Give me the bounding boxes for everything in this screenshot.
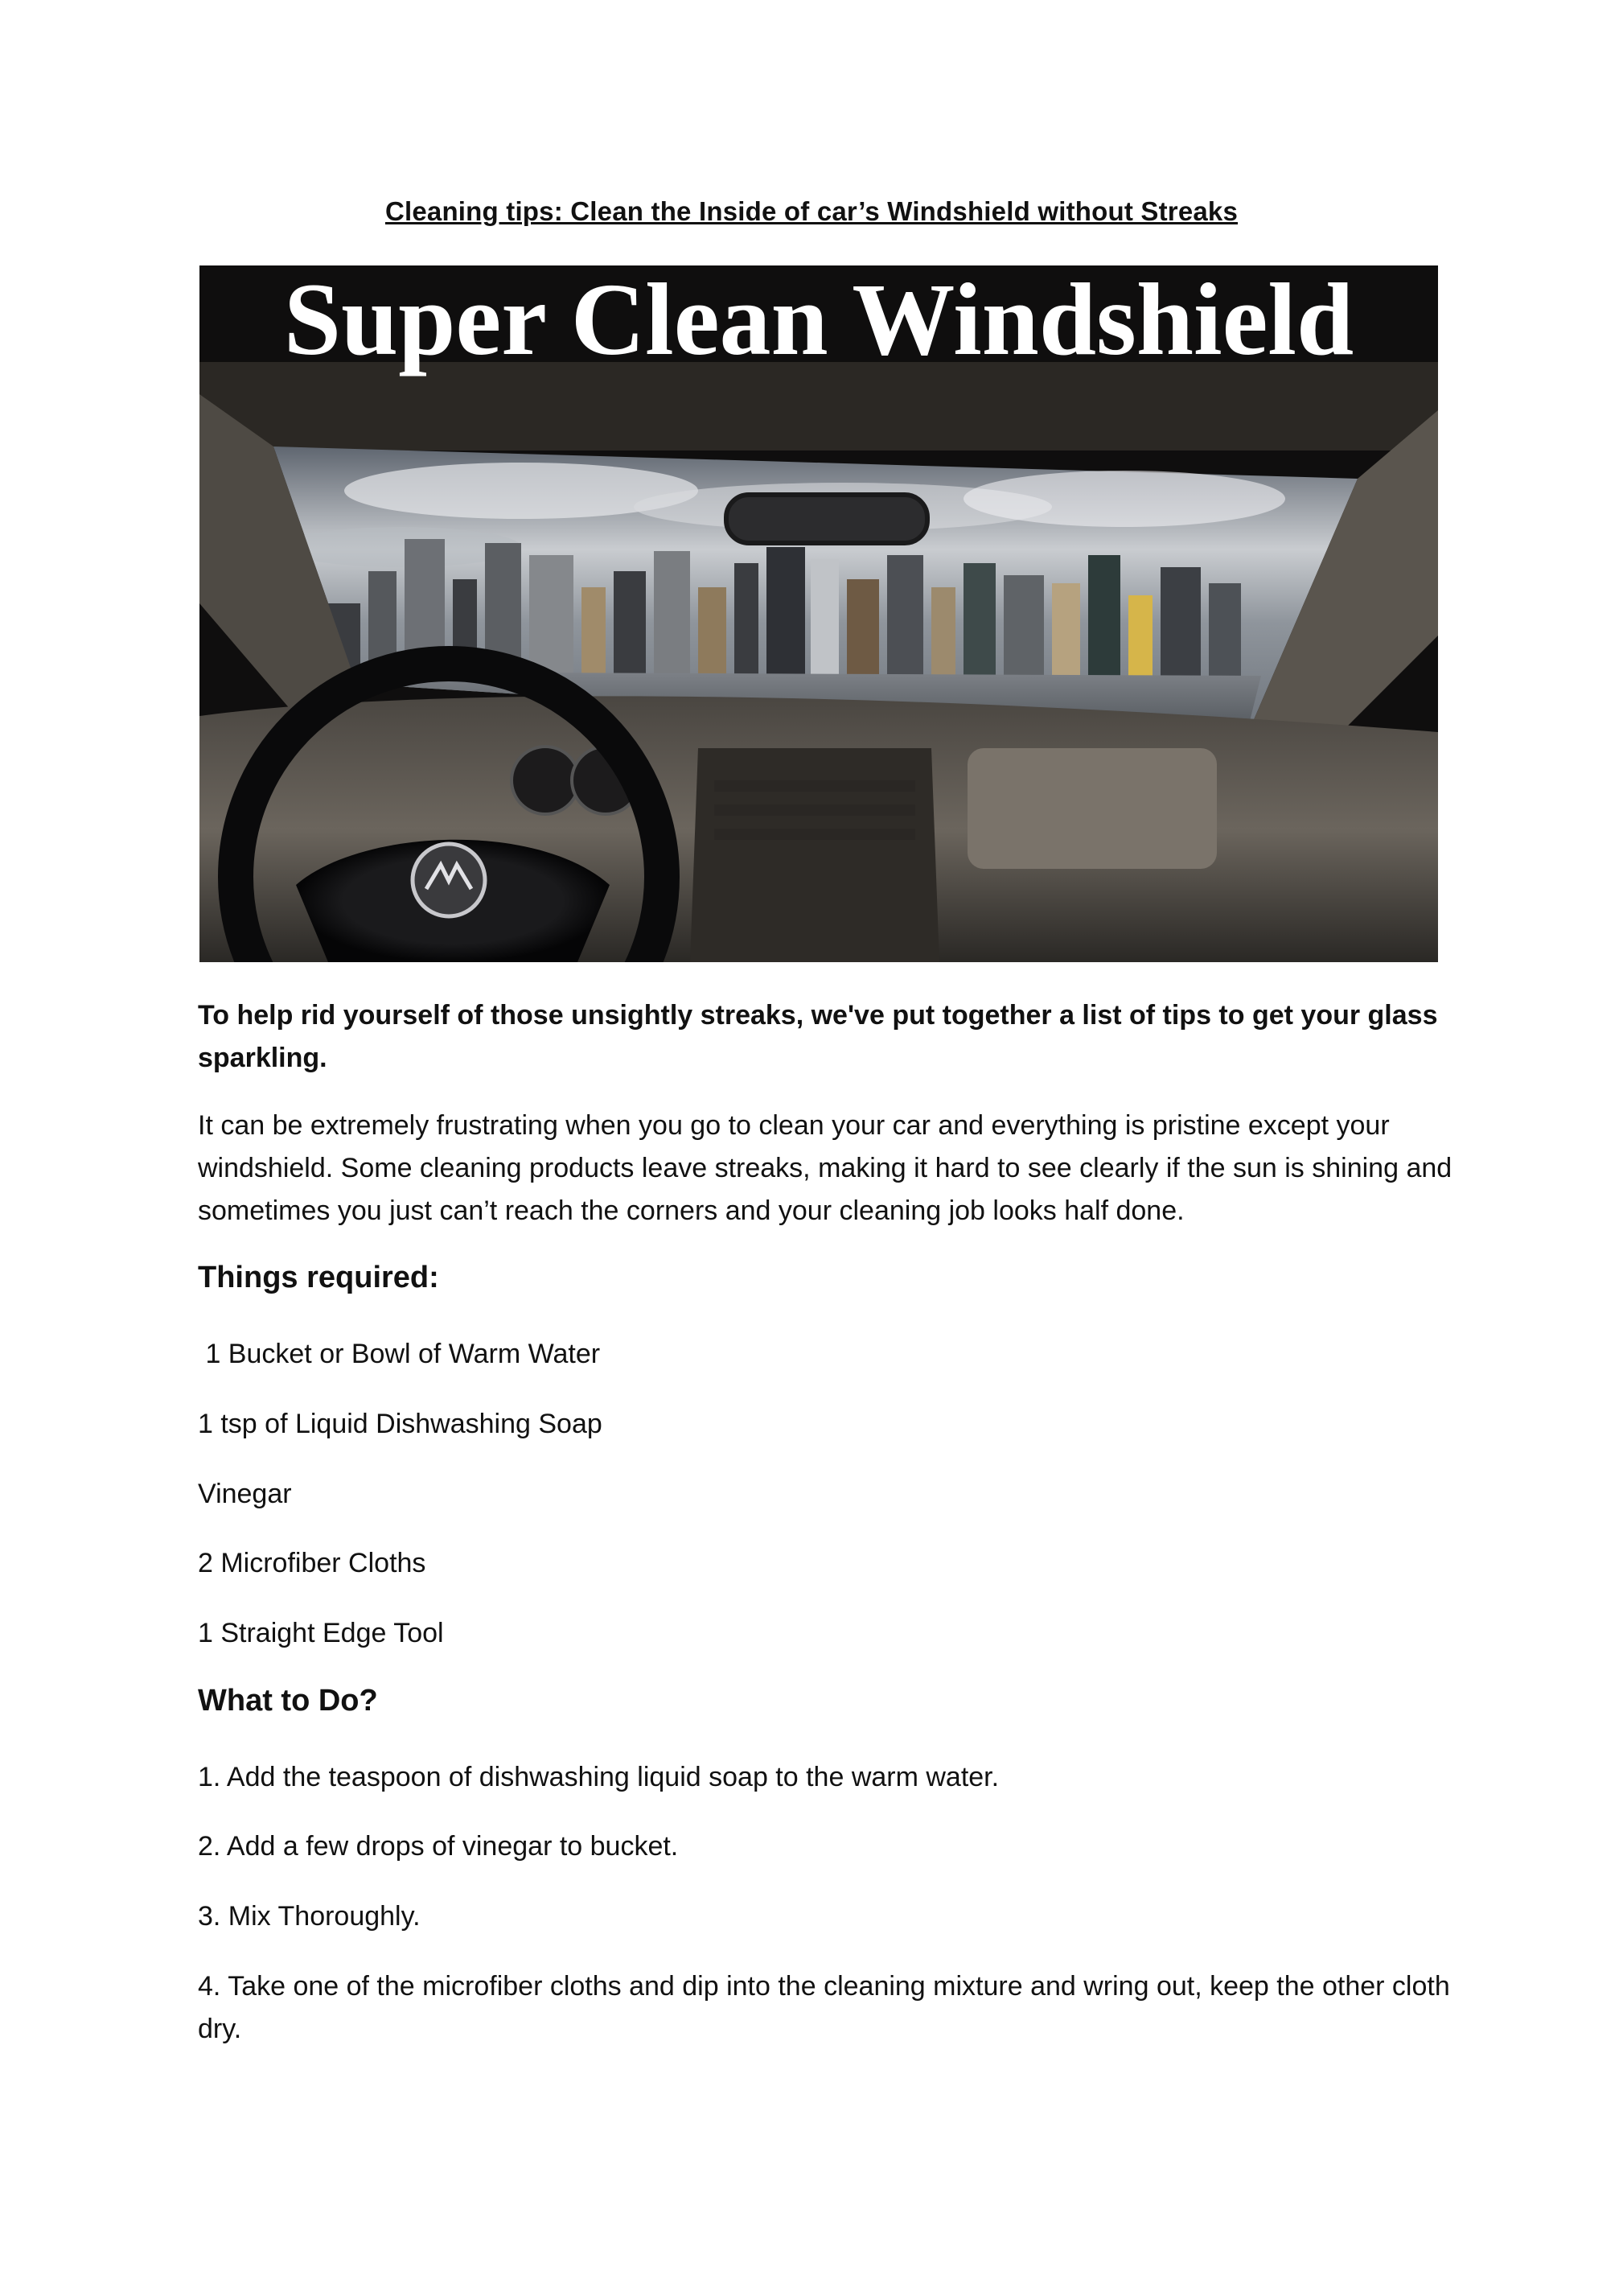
intro-lead: To help rid yourself of those unsightly streaks, we've put together a list of tips to get your glass sparkling. — [198, 1000, 1438, 1073]
hero-image — [199, 265, 1438, 962]
document-title: Cleaning tips: Clean the Inside of car’s Windshield without Streaks — [384, 196, 1239, 226]
step-item: 3. Mix Thoroughly. — [198, 1901, 421, 1932]
list-item: 1 tsp of Liquid Dishwashing Soap — [198, 1409, 602, 1439]
list-item: Vinegar — [198, 1479, 292, 1509]
things-required-heading: Things required: — [198, 1261, 439, 1294]
intro-paragraph: It can be extremely frustrating when you go to clean your car and everything is pristine except your windshield. Some cleaning products leave streaks, making it hard to see clearly if the sun is shining and sometimes you just can’t reach the corners and your cleaning job looks half done. — [198, 1110, 1452, 1226]
step-item: 2. Add a few drops of vinegar to bucket. — [198, 1831, 679, 1862]
what-to-do-heading: What to Do? — [198, 1684, 378, 1718]
step-item: 4. Take one of the microfiber cloths and dip into the cleaning mixture and wring out, keep the other cloth dry. — [198, 1971, 1450, 2044]
hero-overlay-text: Super Clean Windshield — [283, 265, 1354, 376]
step-item: 1. Add the teaspoon of dishwashing liquid soap to the warm water. — [198, 1762, 1000, 1792]
list-item: 1 Straight Edge Tool — [198, 1618, 444, 1648]
list-item: 1 Bucket or Bowl of Warm Water — [198, 1339, 601, 1369]
list-item: 2 Microfiber Cloths — [198, 1548, 426, 1578]
car-interior-photo-icon — [199, 265, 1438, 962]
